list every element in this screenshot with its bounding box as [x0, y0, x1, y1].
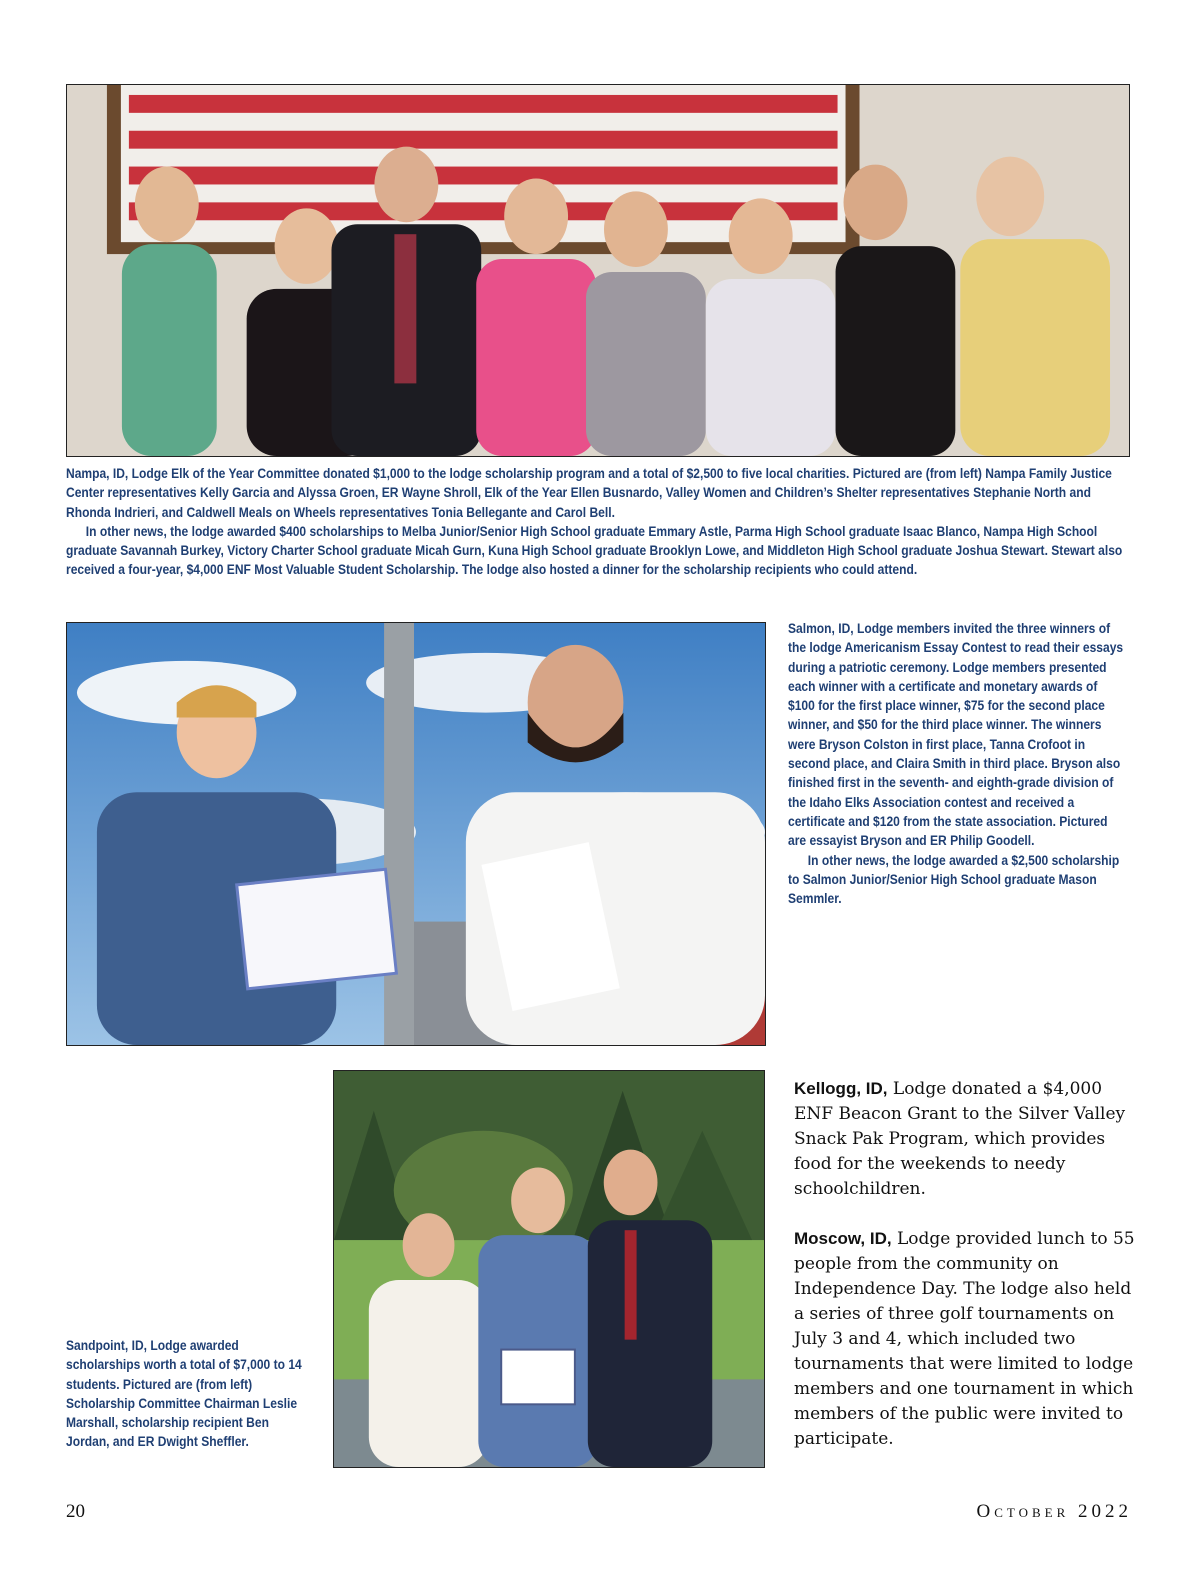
kellogg-article	[794, 1076, 1139, 1202]
salmon-caption-paragraph-1: Salmon, ID, Lodge members invited the three winners of the lodge Americanism Essay Contest to read their essays during a patriotic ceremony. Lodge members presented each winner with a certificate and monetary awards of $100 for the first place winner, $75 for the second place winner, and $50 for the third place winner. The winners were Bryson Colston in first place, Tanna Crofoot in second place, and Claira Smith in third place. Bryson also finished first in the seventh- and eighth-grade division of the Idaho Elks Association contest and received a certificate and $120 from the state association. Pictured are essayist Bryson and ER Philip Goodell.	[788, 621, 1124, 849]
salmon-essay-photo	[66, 622, 766, 1046]
salmon-caption	[788, 619, 1126, 908]
kellogg-text: Lodge donated a $4,000 ENF Beacon Grant to the Silver Valley Snack Pak Program, which provides food for the weekends to needy schoolchildren.	[794, 1079, 1126, 1199]
kellogg-paragraph	[794, 1076, 1139, 1202]
moscow-place-label: Moscow, ID,	[794, 1229, 892, 1248]
page-number: 20	[66, 1501, 85, 1522]
salmon-paragraph-2-text: In other news, the lodge awarded a $2,500 scholarship to Salmon Junior/Senior High School graduate Mason Semmler.	[788, 852, 1120, 907]
nampa-caption-paragraph-1	[66, 464, 1125, 522]
nampa-paragraph-2-text: In other news, the lodge awarded $400 scholarships to Melba Junior/Senior High School graduate Emmary Astle, Parma High School graduate Isaac Blanco, Nampa High School graduate Savannah Burkey, Victory Charter School graduate Micah Gurn, Kuna High School graduate Brooklyn Lowe, and Middleton High School graduate Joshua Stewart. Stewart also received a four-year, $4,000 ENF Most Valuable Student Scholarship. The lodge also hosted a dinner for the scholarship recipients who could attend.	[66, 523, 1123, 578]
sandpoint-caption-paragraph	[66, 1336, 314, 1452]
nampa-group-photo	[66, 84, 1130, 457]
moscow-text: Lodge provided lunch to 55 people from the community on Independence Day. The lodge also held a series of three golf tournaments on July 3 and 4, which included two tournaments that were limited to lodge members and one tournament in which members of the public were invited to participate.	[794, 1229, 1135, 1449]
sandpoint-caption	[66, 1336, 314, 1452]
moscow-paragraph	[794, 1226, 1139, 1452]
sandpoint-place-label: Sandpoint, ID,	[66, 1338, 148, 1353]
nampa-place-label: Nampa, ID,	[66, 466, 129, 481]
issue-date: October 2022	[976, 1501, 1132, 1522]
nampa-caption-paragraph-2	[66, 522, 1125, 580]
sandpoint-scholarship-photo	[333, 1070, 765, 1468]
moscow-article	[794, 1226, 1139, 1452]
nampa-caption	[66, 464, 1125, 580]
nampa-paragraph-1-text: Lodge Elk of the Year Committee donated $1,000 to the lodge scholarship program and a total of $2,500 to five local charities. Pictured are (from left) Nampa Family Justice Center representatives Kelly Garcia and Alyssa Groen, ER Wayne Shroll, Elk of the Year Ellen Busnardo, Valley Women and Children’s Shelter representatives Stephanie North and Rhonda Indrieri, and Caldwell Meals on Wheels representatives Tonia Bellegante and Carol Bell.	[66, 466, 1112, 520]
salmon-caption-paragraph-2	[788, 851, 1126, 909]
sandpoint-caption-text: Lodge awarded scholarships worth a total of $7,000 to 14 students. Pictured are (from left) Scholarship Committee Chairman Leslie Marshall, scholarship recipient Ben Jordan, and ER Dwight Sheffler.	[66, 1338, 302, 1450]
kellogg-place-label: Kellogg, ID,	[794, 1079, 888, 1098]
